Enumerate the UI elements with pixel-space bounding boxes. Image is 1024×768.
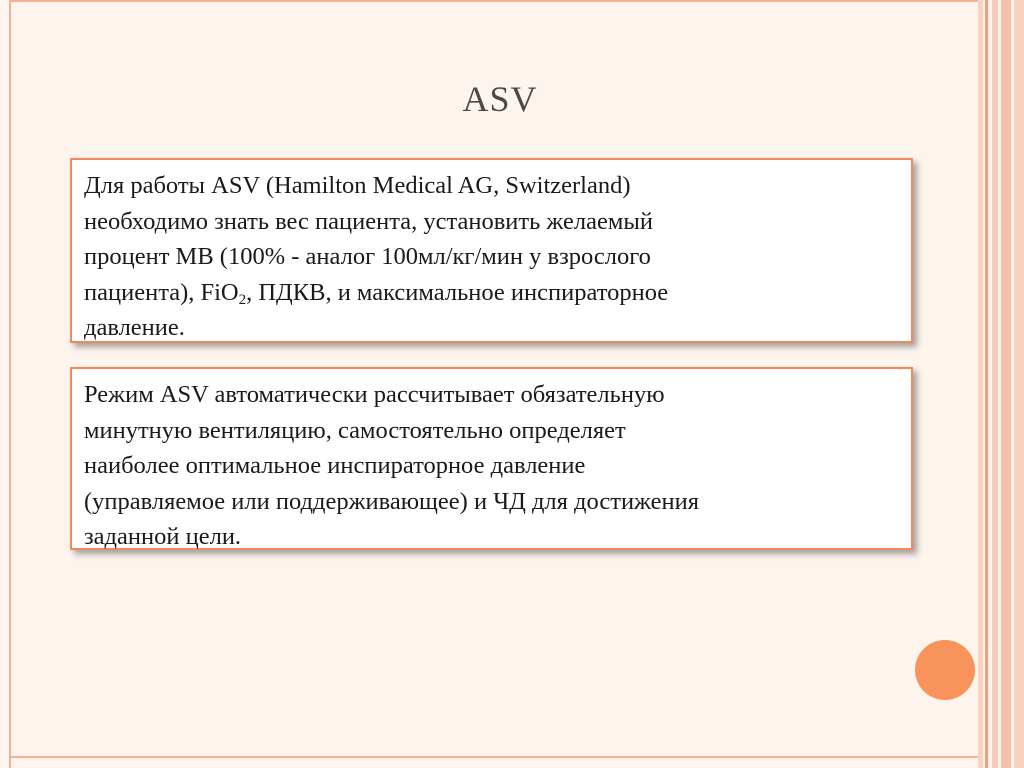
text-box-mode-description: [70, 367, 913, 550]
text-fragment: , ПДКВ, и максимальное инспираторное: [246, 278, 669, 306]
text-fragment: пациента), FiO: [84, 278, 239, 306]
decorative-circle: [915, 640, 975, 700]
subscript: 2: [238, 291, 247, 308]
frame-bottom-line: [9, 756, 999, 758]
text-box-requirements: [70, 158, 913, 343]
text-line: (управляемое или поддерживающее) и ЧД для достижения: [84, 487, 700, 515]
slide-title: ASV: [462, 79, 538, 119]
stripe: [1014, 0, 1024, 768]
text-line: Режим ASV автоматически рассчитывает обязательную: [84, 381, 665, 408]
text-line: наиболее оптимальное инспираторное давление: [84, 452, 586, 479]
text-line: минутную вентиляцию, самостоятельно определяет: [84, 416, 626, 444]
text-line: заданной цели.: [84, 523, 242, 550]
text-line-fio2: [84, 275, 899, 311]
text-line: Для работы ASV (Hamilton Medical AG, Switzerland): [84, 172, 631, 199]
frame-top-line: [9, 0, 999, 2]
text-line: давление.: [84, 314, 185, 341]
text-line: процент МВ (100% - аналог 100мл/кг/мин у взрослого: [84, 243, 651, 270]
stripe: [1001, 0, 1011, 768]
text-line: необходимо знать вес пациента, установить желаемый: [84, 207, 653, 235]
